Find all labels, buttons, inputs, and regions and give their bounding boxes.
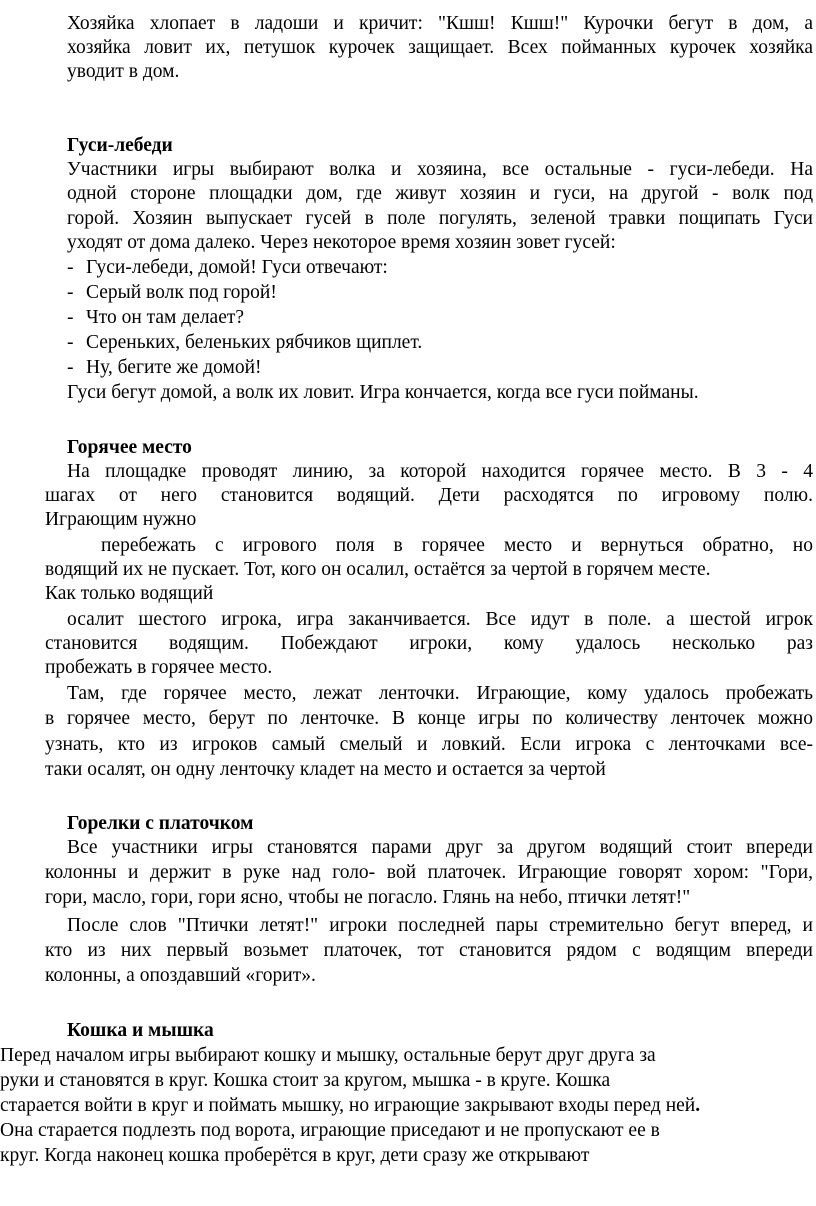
hot-place-line-2: шагах от него становится водящий. Дети расходятся по игровому полю. [45, 485, 813, 506]
intro-line-2: хозяйка ловит их, петушок курочек защищает. Всех пойманных курочек хозяйка [67, 37, 813, 58]
hot-place-line-10: Там, где горячее место, лежат ленточки. Играющие, кому удалось пробежать [67, 683, 813, 704]
hot-place-line-11: в горячее место, берут по ленточке. В конце игры по количеству ленточек можно [45, 708, 813, 729]
dash-mark: - [67, 332, 74, 353]
geese-line-2: одной стороне площадки дом, где живут хозяин и гуси, на другой - волк под [67, 183, 813, 204]
hot-place-line-1: На площадке проводят линию, за которой находится горячее место. В 3 - 4 [67, 461, 813, 482]
dash-mark: - [67, 282, 74, 303]
cat-mouse-line-3-text: старается войти в круг и поймать мышку, но играющие закрывают входы перед ней [0, 1095, 696, 1116]
cat-mouse-line-3-period: . [695, 1095, 701, 1116]
intro-line-3: уводит в дом. [67, 61, 180, 82]
geese-line-3: горой. Хозяин выпускает гусей в поле погулять, зеленой травки пощипать Гуси [67, 208, 813, 229]
cat-mouse-title: Кошка и мышка [67, 1020, 214, 1041]
hot-place-line-4: перебежать с игрового поля в горячее место и вернуться обратно, но [101, 535, 813, 556]
cat-mouse-line-3 [0, 1094, 812, 1118]
hot-place-line-9: пробежать в горячее место. [45, 657, 273, 678]
cat-mouse-line-2: руки и становятся в круг. Кошка стоит за кругом, мышка - в круге. Кошка [0, 1070, 611, 1091]
geese-title: Гуси-лебеди [67, 135, 173, 156]
geese-line-4: уходят от дома далеко. Через некоторое время хозяин зовет гусей: [67, 232, 616, 253]
hot-place-line-12: узнать, кто из игроков самый смелый и ловкий. Если игрока с ленточками все- [45, 734, 813, 755]
burners-line-3: гори, масло, гори, гори ясно, чтобы не погасло. Глянь на небо, птички летят!" [45, 887, 691, 908]
cat-mouse-line-1: Перед началом игры выбирают кошку и мышку, остальные берут друг друга за [0, 1045, 656, 1066]
intro-line-1: Хозяйка хлопает в ладоши и кричит: "Кшш! Кшш!" Курочки бегут в дом, а [67, 13, 813, 34]
geese-dialog-text: Сереньких, беленьких рябчиков щиплет. [86, 332, 423, 353]
cat-mouse-line-4: Она старается подлезть под ворота, играющие приседают и не пропускают ее в [0, 1120, 660, 1141]
hot-place-line-3: Играющим нужно [45, 509, 197, 530]
geese-line-1: Участники игры выбирают волка и хозяина, все остальные - гуси-лебеди. На [67, 159, 813, 180]
dash-mark: - [67, 307, 74, 328]
geese-dialog-line-2 [67, 281, 813, 305]
geese-ending: Гуси бегут домой, а волк их ловит. Игра кончается, когда все гуси пойманы. [67, 382, 699, 403]
geese-dialog-line-5 [67, 356, 813, 380]
burners-line-2: колонны и держит в руке над голо- вой платочек. Играющие говорят хором: "Гори, [45, 862, 813, 883]
hot-place-line-6: Как только водящий [45, 583, 214, 604]
cat-mouse-line-5: круг. Когда наконец кошка проберётся в круг, дети сразу же открывают [0, 1145, 590, 1166]
geese-dialog-line-1 [67, 256, 813, 280]
hot-place-line-13: таки осалят, он одну ленточку кладет на место и остается за чертой [45, 759, 606, 780]
hot-place-line-5: водящий их не пускает. Тот, кого он осалил, остаётся за чертой в горячем месте. [45, 559, 711, 580]
burners-line-5: кто из них первый возьмет платочек, тот становится рядом с водящим впереди [45, 940, 813, 961]
geese-dialog-line-4 [67, 331, 813, 355]
burners-line-4: После слов "Птички летят!" игроки последней пары стремительно бегут вперед, и [67, 915, 813, 936]
burners-line-1: Все участники игры становятся парами друг за другом водящий стоит впереди [67, 837, 813, 858]
geese-dialog-text: Ну, бегите же домой! [86, 357, 262, 378]
burners-title: Горелки с платочком [67, 813, 254, 834]
hot-place-line-7: осалит шестого игрока, игра заканчивается. Все идут в поле. а шестой игрок [67, 609, 813, 630]
geese-dialog-text: Серый волк под горой! [86, 282, 277, 303]
geese-dialog-line-3 [67, 306, 813, 330]
dash-mark: - [67, 257, 74, 278]
hot-place-line-8: становится водящим. Побеждают игроки, кому удалось несколько раз [45, 633, 813, 654]
geese-dialog-text: Что он там делает? [86, 307, 245, 328]
hot-place-title: Горячее место [67, 437, 192, 458]
burners-line-6: колонны, а опоздавший «горит». [45, 965, 316, 986]
dash-mark: - [67, 357, 74, 378]
geese-dialog-text: Гуси-лебеди, домой! Гуси отвечают: [86, 257, 388, 278]
